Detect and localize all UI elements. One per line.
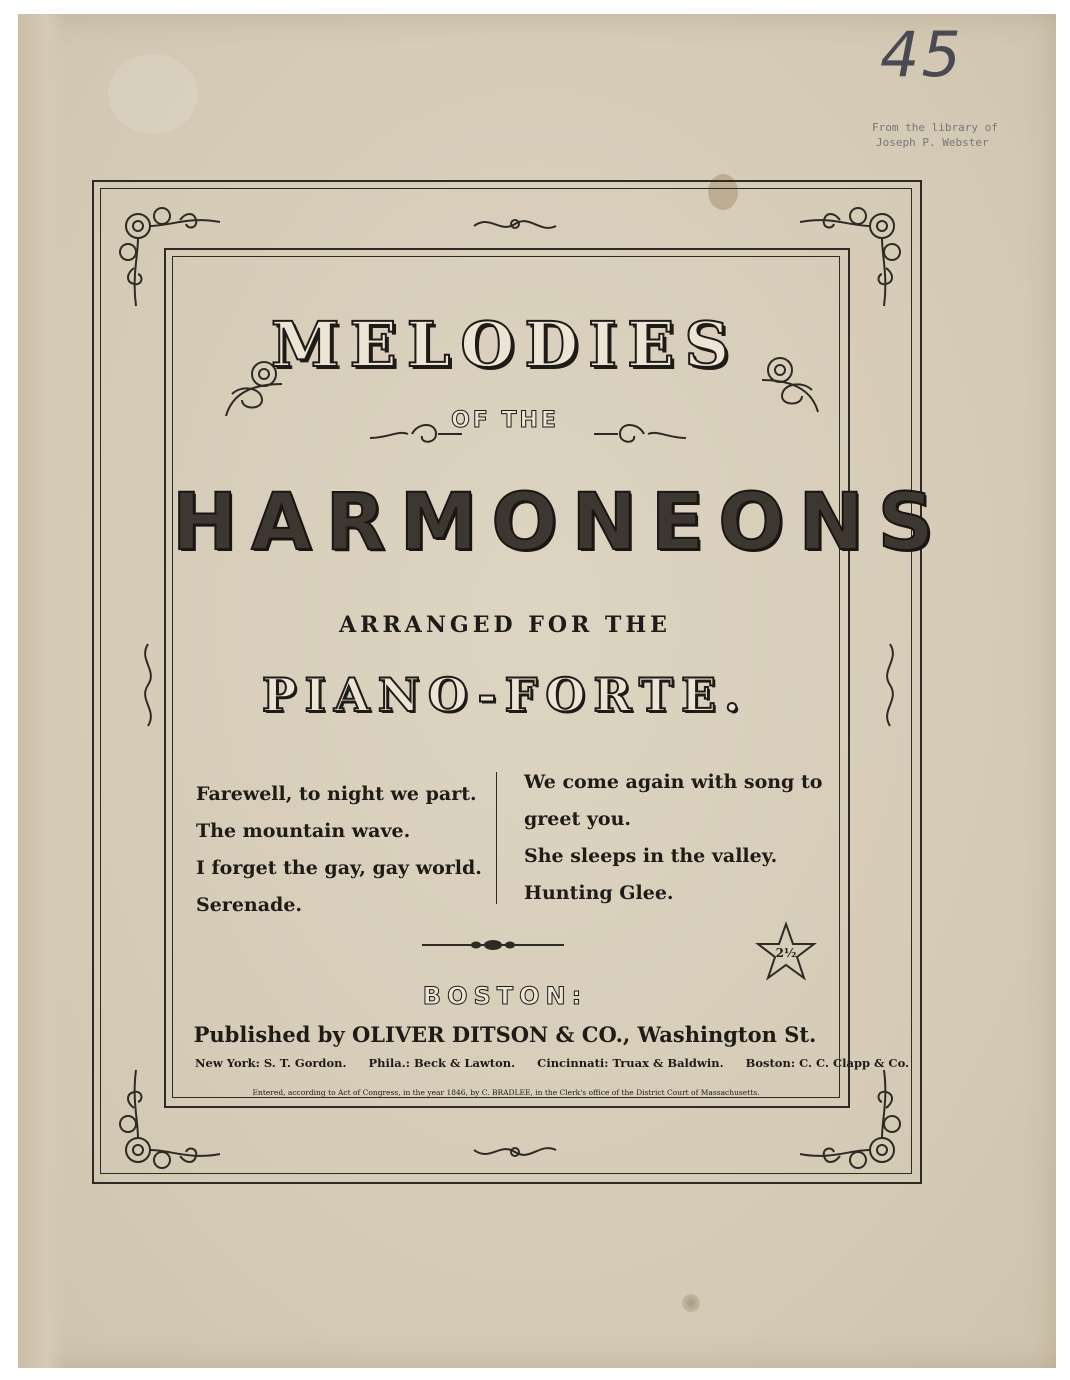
song-title: She sleeps in the valley.	[524, 845, 778, 867]
song-title: Hunting Glee.	[524, 882, 674, 904]
song-title: Farewell, to night we part.	[196, 783, 477, 805]
publisher-line: Published by OLIVER DITSON & CO., Washington St.	[193, 1022, 817, 1047]
subtitle-arranged: ARRANGED FOR THE	[339, 612, 671, 638]
paper-hole	[682, 1294, 700, 1312]
song-title: The mountain wave.	[196, 820, 411, 842]
song-list-right	[524, 764, 834, 912]
column-divider	[496, 772, 497, 904]
handwritten-number: 45	[880, 18, 963, 91]
stamp-line: Joseph P. Webster	[876, 136, 989, 149]
song-title: I forget the gay, gay world.	[196, 857, 482, 879]
agent-entry: Cincinnati: Truax & Baldwin.	[537, 1056, 724, 1070]
song-title: Serenade.	[196, 894, 303, 916]
binding-edge	[18, 14, 66, 1368]
corner-flourish-icon	[110, 1060, 230, 1180]
stain-spot	[108, 54, 198, 134]
border-flourish-icon	[470, 212, 560, 236]
corner-flourish-icon	[110, 196, 230, 316]
agents-line	[186, 1056, 910, 1070]
stamp-line: From the library of	[872, 121, 998, 134]
divider-rule-icon	[420, 938, 566, 952]
song-title: We come again with song to greet you.	[524, 771, 823, 830]
corner-flourish-icon	[790, 1060, 910, 1180]
copyright-notice: Entered, according to Act of Congress, in the year 1846, by C. BRADLEE, in the Clerk's office of the District Court of Massachusetts.	[252, 1088, 760, 1097]
border-flourish-icon	[470, 1140, 560, 1164]
agent-entry: New York: S. T. Gordon.	[195, 1056, 347, 1070]
song-list-left	[196, 776, 496, 924]
title-piano-forte: PIANO-FORTE.	[261, 668, 749, 722]
border-flourish-icon	[878, 640, 902, 730]
border-flourish-icon	[136, 640, 160, 730]
agent-entry: Boston: C. C. Clapp & Co.	[745, 1056, 910, 1070]
library-stamp	[872, 120, 1012, 150]
publisher-city: BOSTON:	[422, 982, 588, 1010]
title-of-the: OF THE	[451, 408, 559, 433]
title-melodies: MELODIES	[270, 308, 740, 381]
title-harmoneons: HARMONEONS	[172, 478, 948, 568]
price-label: 2½	[775, 946, 797, 960]
agent-entry: Phila.: Beck & Lawton.	[368, 1056, 516, 1070]
corner-flourish-icon	[790, 196, 910, 316]
